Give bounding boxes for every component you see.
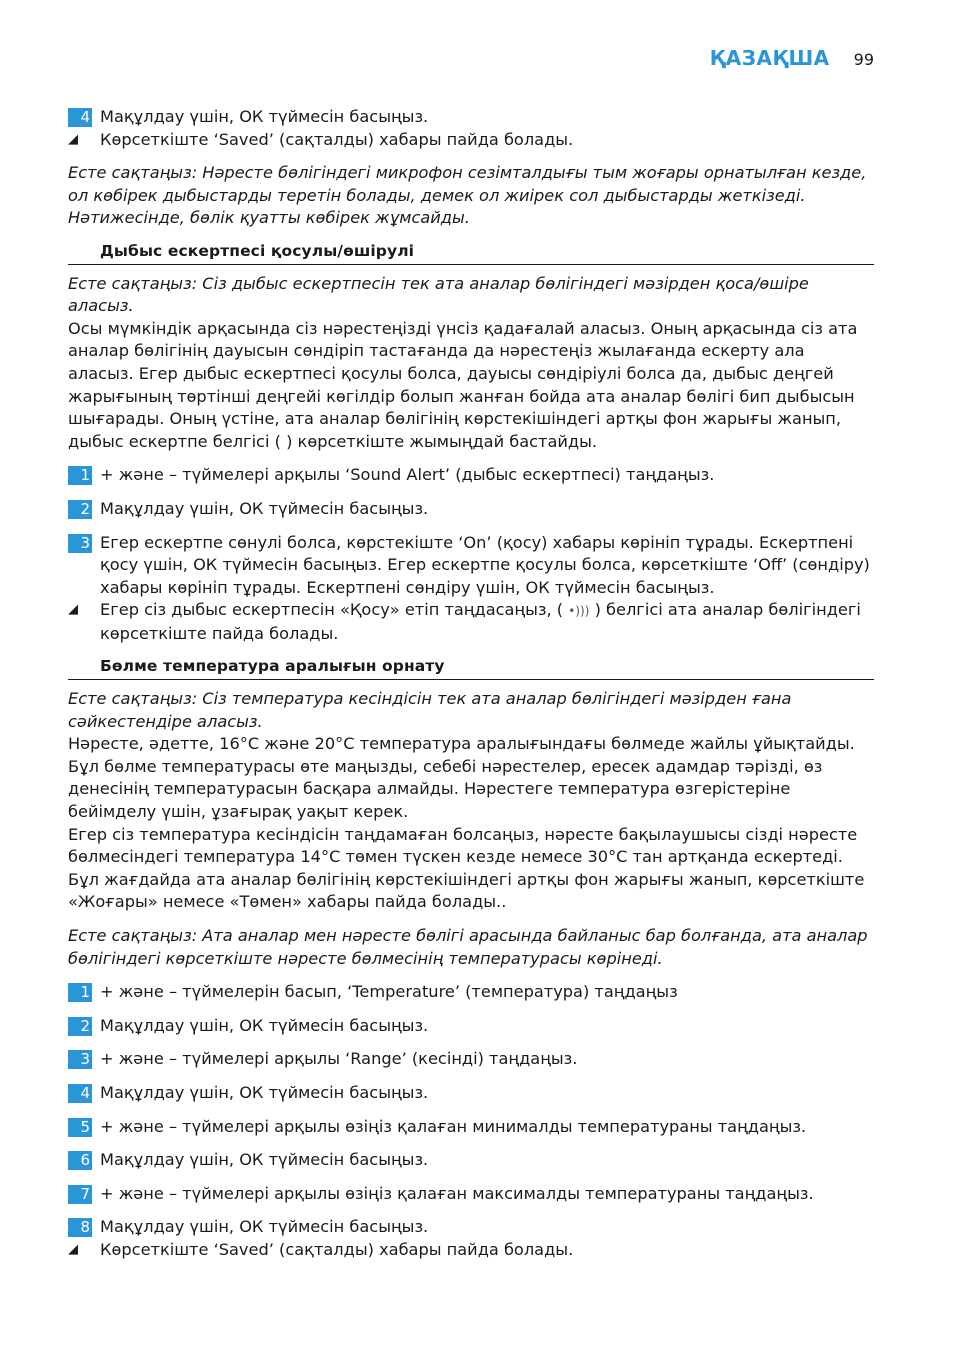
- result-item: [68, 129, 874, 152]
- result-text: Көрсеткіште ‘Saved’ (сақталды) хабары пайда болады.: [100, 129, 574, 149]
- step-number-badge: 2: [68, 1017, 92, 1036]
- step-number-badge: 2: [68, 500, 92, 519]
- note-text: Есте сақтаңыз: Нәресте бөлігіндегі микрофон сезімталдығы тым жоғары орнатылған кезде, ол көбірек дыбыстарды теретін болады, демек ол жиірек сол дыбыстарды жеткізеді. Нәтижесінде, бөлік қуатты көбірек жұмсайды.: [68, 163, 867, 228]
- step-item: [68, 981, 874, 1004]
- step-number-badge: 6: [68, 1151, 92, 1170]
- triangle-bullet-icon: ◢: [68, 131, 78, 147]
- section-heading-sound-alert: Дыбыс ескертпесі қосулы/өшірулі: [68, 240, 874, 265]
- result-item: [68, 1239, 874, 1262]
- language-label: ҚАЗАҚША: [709, 46, 830, 70]
- step-number-badge: 5: [68, 1118, 92, 1137]
- step-item: [68, 1116, 874, 1139]
- step-text: Егер ескертпе сөнулі болса, көрстекіште ‘On’ (қосу) хабары көрініп тұрады. Ескертпені қосу үшін, ОК түймесін басыңыз. Егер ескертпе қосулы болса, көрсеткіште ‘Off’ (сөндіру) хабары көрініп тұрады. Ескертпені сөндіру үшін, ОК түймесін басыңыз.: [100, 532, 870, 597]
- step-item: [68, 1015, 874, 1038]
- note-text: Есте сақтаңыз: Сіз дыбыс ескертпесін тек ата аналар бөлігіндегі мәзірден қоса/өшіре аласыз.: [68, 273, 809, 316]
- section-heading-temperature: Бөлме температура аралығын орнату: [68, 655, 874, 680]
- step-text: Мақұлдау үшін, ОК түймесін басыңыз.: [100, 498, 429, 518]
- note-text: Есте сақтаңыз: Ата аналар мен нәресте бөлігі арасында байланыс бар болғанда, ата аналар бөлігіндегі көрсеткіште нәресте бөлмесінің температурасы көрінеді.: [68, 926, 868, 968]
- step-item: [68, 106, 874, 129]
- step-number-badge: 1: [68, 983, 92, 1002]
- step-number-badge: 3: [68, 534, 92, 553]
- step-number-badge: 8: [68, 1218, 92, 1237]
- step-text: Мақұлдау үшін, ОК түймесін басыңыз.: [100, 1082, 429, 1102]
- step-number-badge: 7: [68, 1185, 92, 1204]
- step-item: [68, 1183, 874, 1206]
- step-item: [68, 1082, 874, 1105]
- step-text: Мақұлдау үшін, ОК түймесін басыңыз.: [100, 1217, 429, 1237]
- step-text: Мақұлдау үшін, ОК түймесін басыңыз.: [100, 107, 429, 126]
- step-item: [68, 1048, 874, 1071]
- body-paragraph: Нәресте, әдетте, 16°C және 20°C температура аралығындағы бөлмеде жайлы ұйықтайды. Бұл бөлме температурасы өте маңызды, себебі нәрестелер, ересек адамдар тәрізді, өз денесінің температурасын басқара алмайды. Нәрестеге температура өзгерістеріне бейімделу үшін, ұзағырақ уақыт керек.: [68, 734, 855, 822]
- step-text: + және – түймелері арқылы өзіңіз қалаған максималды температураны таңдаңыз.: [100, 1183, 814, 1203]
- step-text: + және – түймелері арқылы ‘Range’ (кесінді) таңдаңыз.: [100, 1049, 578, 1069]
- step-item: [68, 498, 874, 521]
- step-text: + және – түймелері арқылы өзіңіз қалаған минималды температураны таңдаңыз.: [100, 1116, 807, 1136]
- triangle-bullet-icon: ◢: [68, 602, 78, 618]
- step-text: + және – түймелері арқылы ‘Sound Alert’ (дыбыс ескертпесі) таңдаңыз.: [100, 465, 715, 485]
- step-item: [68, 1216, 874, 1239]
- page-content: [68, 106, 874, 1262]
- result-item: [68, 599, 874, 645]
- page-header: [710, 46, 874, 70]
- page-number: 99: [853, 50, 874, 69]
- step-text: Мақұлдау үшін, ОК түймесін басыңыз.: [100, 1015, 429, 1035]
- step-text: Мақұлдау үшін, ОК түймесін басыңыз.: [100, 1150, 429, 1170]
- triangle-bullet-icon: ◢: [68, 1241, 78, 1257]
- step-text: + және – түймелерін басып, ‘Temperature’ (температура) таңдаңыз: [100, 982, 678, 1002]
- sound-alert-icon: •))): [568, 604, 590, 619]
- step-item: [68, 464, 874, 487]
- step-number-badge: 1: [68, 466, 92, 485]
- step-number-badge: 4: [68, 1084, 92, 1103]
- step-item: [68, 1149, 874, 1172]
- note-text: Есте сақтаңыз: Сіз температура кесіндісін тек ата аналар бөлігіндегі мәзірден ғана сәйкестендіре аласыз.: [68, 689, 792, 731]
- body-paragraph: Осы мүмкіндік арқасында сіз нәрестеңізді үнсіз қадағалай аласыз. Оның арқасында сіз ата аналар бөлігінің дауысын сөндіріп тастағанда да нәрестеңіз жылағанда ескерту ала аласыз. Егер дыбыс ескертпесі қосулы болса, дауысы сөндіріулі болса да, дыбыс деңгей жарығының төртінші деңгейі көгілдір болып жанған бойда ата аналар бөлігі бип дыбысын шығарады. Оның үстіне, ата аналар бөлігінің көрстекішіндегі артқы фон жарығы жанып, дыбыс ескертпе белгісі ( ) көрсеткіште жымыңдай бастайды.: [68, 318, 858, 451]
- result-text: Көрсеткіште ‘Saved’ (сақталды) хабары пайда болады.: [100, 1239, 574, 1259]
- step-number-badge: 4: [68, 108, 92, 127]
- result-text: Егер сіз дыбыс ескертпесін «Қосу» етіп таңдасаңыз, ( •))) ) белгісі ата аналар бөлігіндегі көрсеткіште пайда болады.: [100, 600, 861, 643]
- step-number-badge: 3: [68, 1050, 92, 1069]
- body-paragraph: Егер сіз температура кесіндісін таңдамаған болсаңыз, нәресте бақылаушысы сізді нәресте бөлмесіндегі температура 14°C төмен түскен кезде немесе 30°C тан артқанда ескертеді. Бұл жағдайда ата аналар бөлігінің көрстекішіндегі артқы фон жарығы жанып, көрсеткіште «Жоғары» немесе «Төмен» хабары пайда болады..: [68, 824, 865, 912]
- step-item: [68, 532, 874, 600]
